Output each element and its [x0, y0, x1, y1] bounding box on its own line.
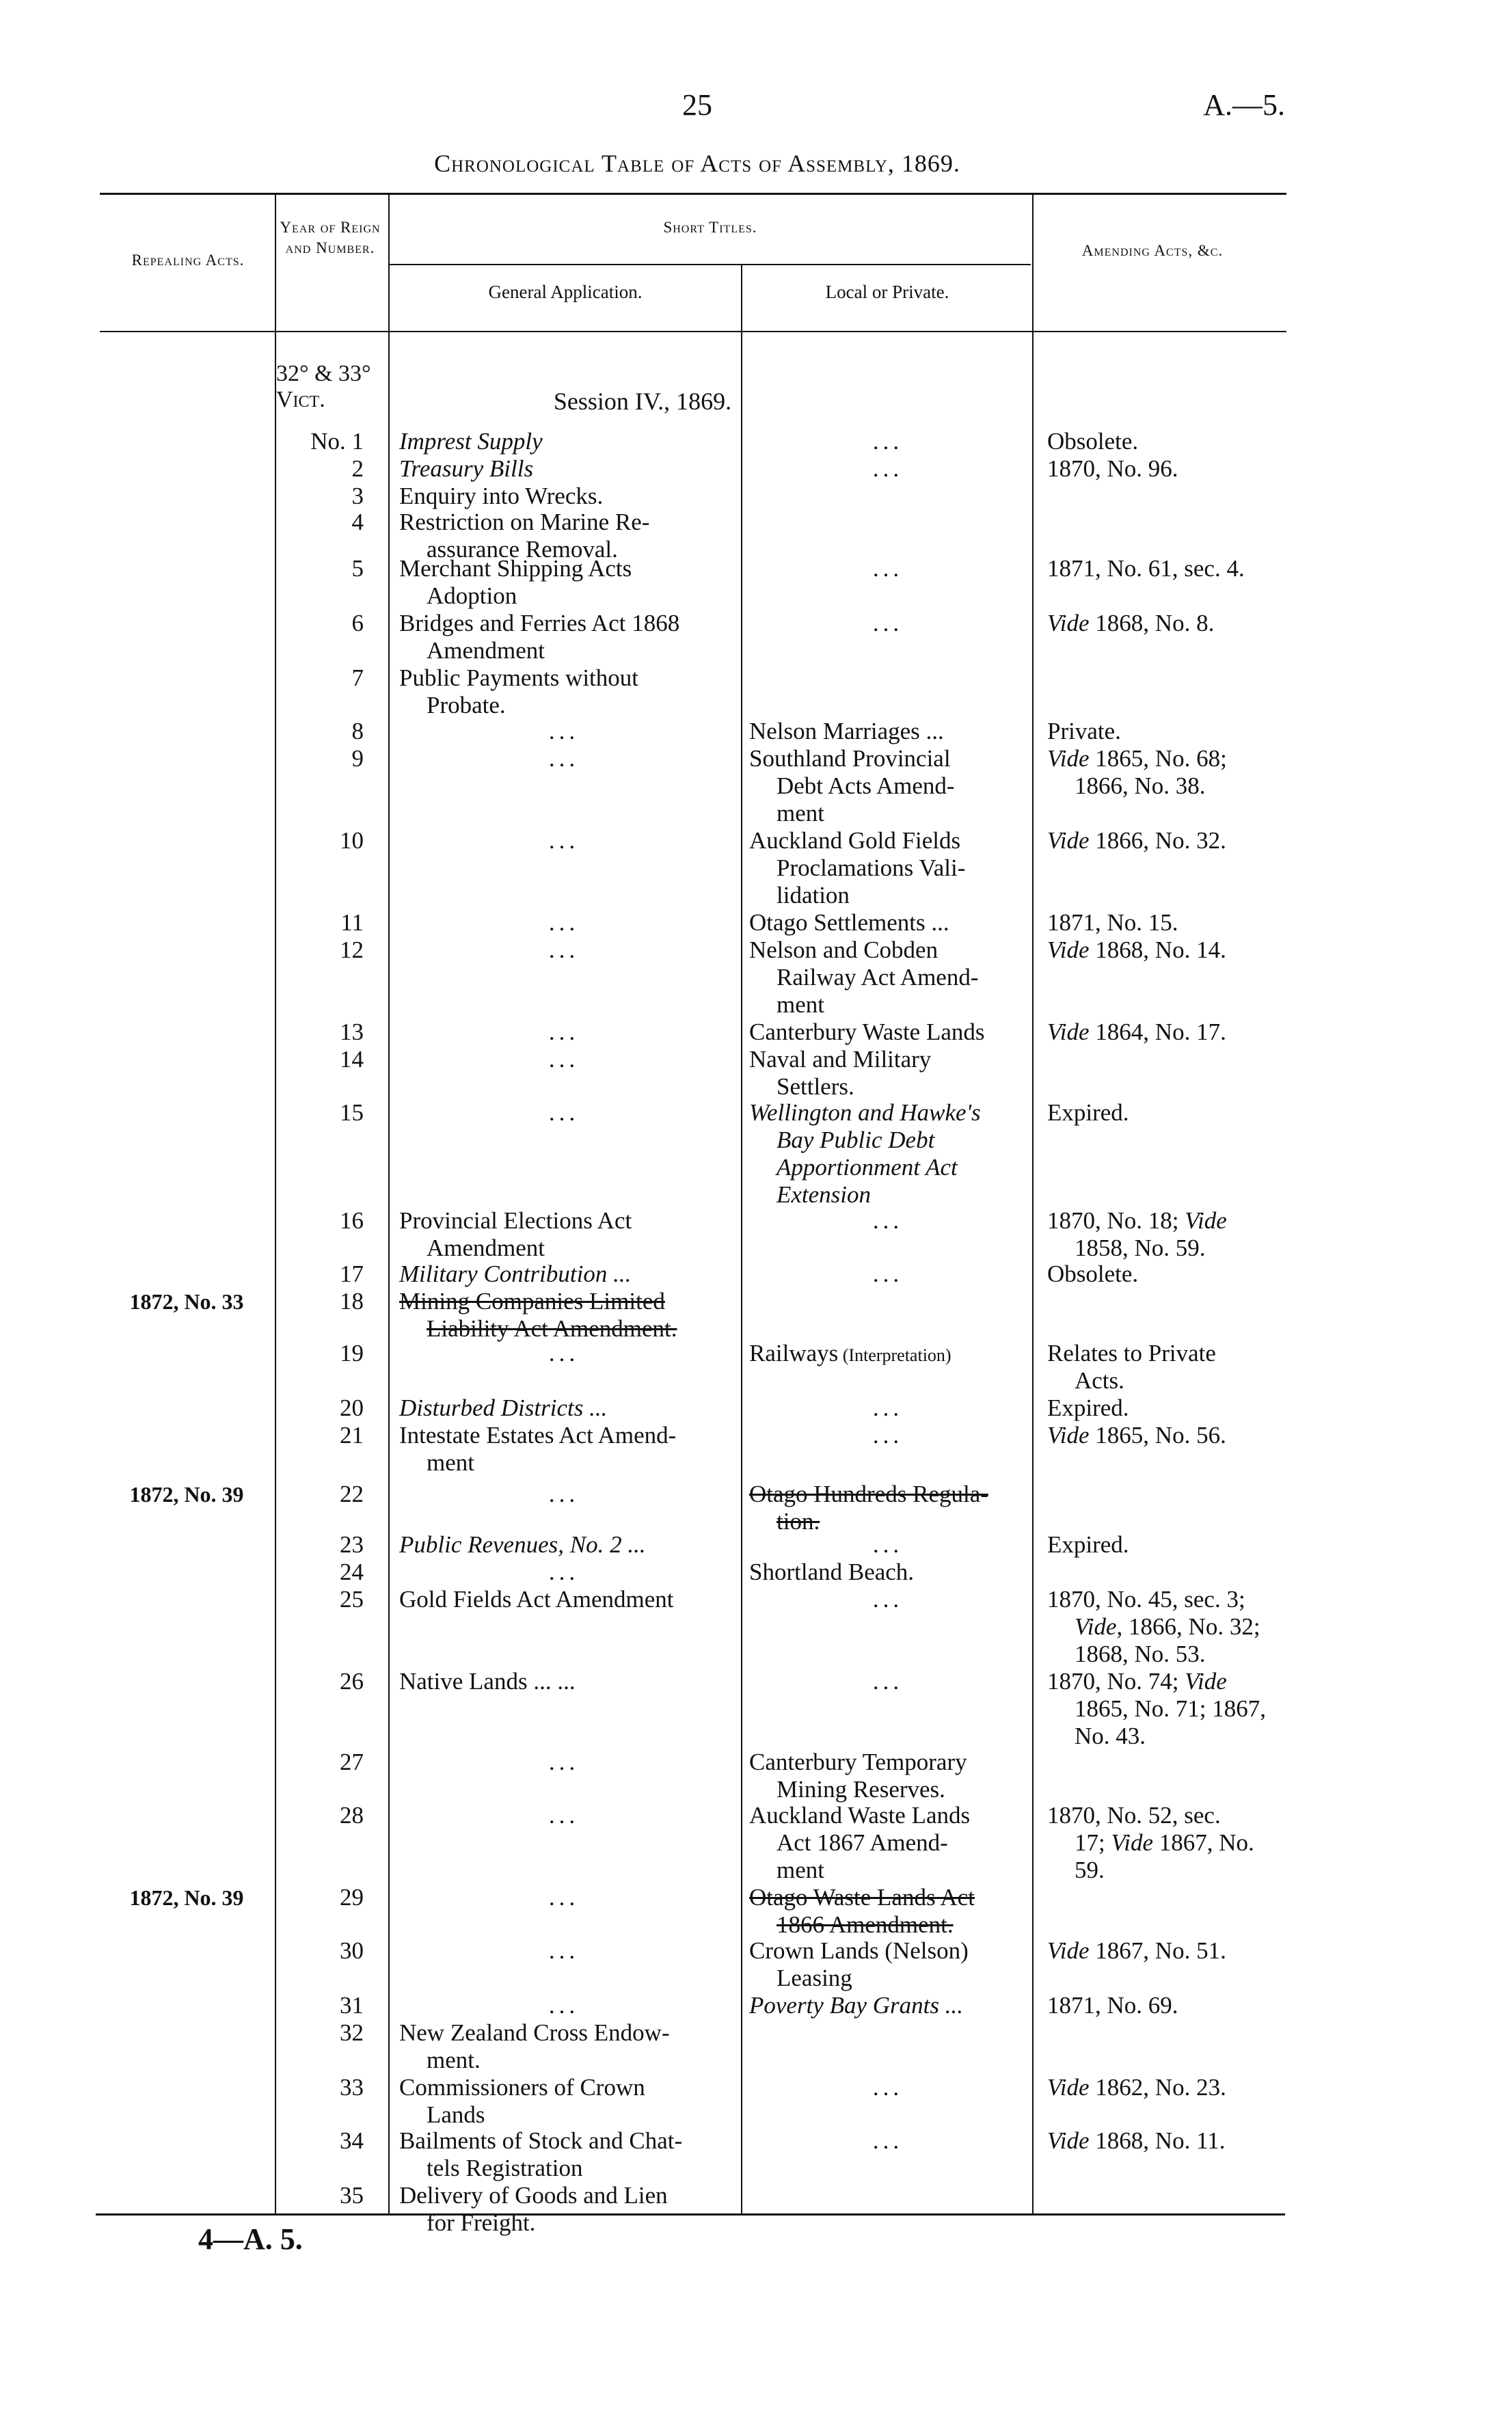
amending-part: Vide [1047, 1019, 1090, 1045]
general-title [399, 555, 729, 610]
amending-line [1047, 1422, 1226, 1449]
general-title: ... [548, 1802, 580, 1829]
amending-act [1047, 455, 1285, 483]
act-number: 35 [340, 2182, 364, 2209]
amending-act [1047, 1937, 1285, 1965]
amending-line [1047, 2127, 1226, 2154]
amending-part: 1871, No. 15. [1047, 909, 1178, 936]
page-number: 25 [682, 88, 712, 122]
general-title [399, 1288, 729, 1343]
local-title-line: Southland Provincial [749, 745, 951, 772]
general-title-line: tels Registration [427, 2155, 583, 2181]
general-title-line: Intestate Estates Act Amend- [399, 1422, 677, 1449]
session-heading: Session IV., 1869. [553, 388, 732, 415]
amending-act [1047, 937, 1285, 964]
reign-years: 32° & 33° [276, 361, 371, 386]
local-title-line: ment [777, 991, 824, 1018]
document-reference: A.—5. [1203, 88, 1285, 122]
general-title-line: Merchant Shipping Acts [399, 555, 632, 582]
local-title-line: Otago Settlements ... [749, 909, 949, 936]
general-title-line: Adoption [427, 582, 517, 609]
amending-act [1047, 909, 1285, 937]
amending-part: Private. [1047, 718, 1121, 744]
local-title: ... [872, 555, 904, 582]
local-title [749, 1802, 1027, 1884]
local-title-line: Mining Reserves. [777, 1776, 945, 1803]
general-title [399, 1668, 729, 1695]
col-divider-1 [275, 194, 276, 2213]
local-title: ... [872, 1586, 904, 1613]
general-title: ... [548, 1559, 580, 1585]
amending-part: 1867, No. 51. [1089, 1937, 1226, 1964]
general-title [399, 2127, 729, 2182]
local-title-line: ment [777, 1857, 824, 1883]
general-title: ... [548, 827, 580, 854]
general-title: ... [548, 1749, 580, 1775]
general-title-line: Public Revenues, No. 2 ... [399, 1531, 646, 1558]
act-number: 13 [340, 1019, 364, 1045]
local-title-line: Debt Acts Amend- [777, 772, 955, 799]
general-title: ... [548, 745, 580, 772]
amending-line [1047, 772, 1285, 800]
act-number: 5 [351, 555, 364, 582]
general-title-line: Amendment [427, 1235, 545, 1261]
amending-act [1047, 2074, 1285, 2101]
general-title-line: Lands [427, 2101, 485, 2128]
local-title-line: tion. [777, 1508, 820, 1535]
act-number: 10 [340, 827, 364, 854]
local-title: ... [872, 455, 904, 482]
local-title-line: Extension [777, 1181, 872, 1208]
amending-line [1047, 555, 1245, 582]
amending-line [1047, 1340, 1216, 1366]
amending-line [1047, 455, 1178, 482]
general-title-line: New Zealand Cross Endow- [399, 2019, 670, 2046]
general-title [399, 1531, 729, 1559]
amending-line [1047, 745, 1227, 772]
amending-line [1047, 1207, 1227, 1234]
amending-line [1047, 1641, 1285, 1668]
amending-act [1047, 1422, 1285, 1449]
amending-line [1047, 1802, 1221, 1829]
general-title [399, 428, 729, 455]
act-number: 4 [351, 509, 364, 535]
local-title [749, 1340, 1027, 1369]
amending-part: 1858, No. 59. [1075, 1235, 1206, 1261]
general-title-line: Native Lands ... ... [399, 1668, 576, 1695]
amending-part: 1868, No. 11. [1089, 2127, 1226, 2154]
local-title-line: Shortland Beach. [749, 1559, 915, 1585]
local-title [749, 1481, 1027, 1535]
amending-act [1047, 1207, 1285, 1262]
general-title [399, 1207, 729, 1262]
local-title-line: Auckland Gold Fields [749, 827, 961, 854]
general-title-line: assurance Removal. [427, 536, 618, 563]
general-title: ... [548, 1937, 580, 1964]
act-number: 19 [340, 1340, 364, 1366]
local-title-line: Act 1867 Amend- [777, 1829, 948, 1856]
amending-part: 1867, No. [1153, 1829, 1254, 1856]
local-title-line: Poverty Bay Grants ... [749, 1992, 963, 2019]
amending-act [1047, 1531, 1285, 1559]
amending-line [1047, 428, 1138, 455]
amending-part: 1871, No. 69. [1047, 1992, 1178, 2019]
amending-part: 1870, No. 52, sec. [1047, 1802, 1221, 1829]
amending-part: Expired. [1047, 1395, 1129, 1421]
general-title: ... [548, 909, 580, 936]
general-title-line: Commissioners of Crown [399, 2074, 645, 2101]
amending-act [1047, 827, 1285, 854]
general-title-line: Treasury Bills [399, 455, 534, 482]
act-number: 15 [340, 1099, 364, 1126]
short-titles-rule [390, 264, 1031, 265]
amending-line [1047, 1395, 1129, 1421]
act-number: 26 [340, 1668, 364, 1695]
general-title [399, 610, 729, 664]
reign-vict: Vict. [276, 387, 325, 412]
act-number: 11 [340, 909, 364, 936]
act-number: 2 [351, 455, 364, 482]
local-title [749, 1019, 1027, 1046]
general-title-line: Enquiry into Wrecks. [399, 483, 604, 509]
amending-part: 1866, No. 38. [1075, 772, 1206, 799]
local-title-line: Leasing [777, 1965, 852, 1991]
amending-part: Vide [1111, 1829, 1154, 1856]
amending-act [1047, 718, 1285, 745]
amending-part: 1865, No. 68; [1089, 745, 1227, 772]
general-title: ... [548, 1099, 580, 1126]
local-title [749, 909, 1027, 937]
general-title [399, 1422, 729, 1477]
amending-line [1047, 1829, 1285, 1857]
amending-act [1047, 1099, 1285, 1127]
amending-line [1047, 1723, 1285, 1750]
general-title-line: Bailments of Stock and Chat- [399, 2127, 683, 2154]
amending-line [1047, 1668, 1227, 1695]
amending-part: Vide [1047, 827, 1090, 854]
amending-part: Vide [1185, 1207, 1227, 1234]
amending-part: 1866, No. 32. [1089, 827, 1226, 854]
local-title-line: 1866 Amendment. [777, 1911, 954, 1938]
local-title-line: Otago Waste Lands Act [749, 1884, 975, 1911]
local-title: ... [872, 1207, 904, 1234]
act-number: 32 [340, 2019, 364, 2046]
local-title [749, 937, 1027, 1019]
local-title-line: Apportionment Act [777, 1154, 958, 1181]
amending-part: 1865, No. 56. [1089, 1422, 1226, 1449]
act-number: 23 [340, 1531, 364, 1558]
general-title: ... [548, 937, 580, 963]
local-title [749, 1559, 1027, 1586]
general-title [399, 1261, 729, 1288]
amending-line [1047, 1937, 1226, 1964]
amending-act [1047, 1668, 1285, 1750]
general-title-line: Delivery of Goods and Lien [399, 2182, 668, 2209]
local-title-line: Canterbury Waste Lands [749, 1019, 985, 1045]
amending-act [1047, 1019, 1285, 1046]
local-title-line: Nelson and Cobden [749, 937, 939, 963]
header-repealing: Repealing Acts. [131, 252, 245, 269]
local-title: ... [872, 1395, 904, 1421]
amending-part: Vide [1047, 610, 1090, 636]
amending-part: Obsolete. [1047, 1261, 1139, 1287]
amending-part: Relates to Private [1047, 1340, 1216, 1366]
general-title-line: Provincial Elections Act [399, 1207, 632, 1234]
col-divider-4 [1032, 194, 1034, 2213]
act-number: 22 [340, 1481, 364, 1507]
amending-part: 59. [1075, 1857, 1105, 1883]
general-title-line: Gold Fields Act Amendment [399, 1586, 674, 1613]
table-top-rule [100, 193, 1286, 195]
local-title: ... [872, 2074, 904, 2101]
local-title-line: lidation [777, 882, 850, 908]
amending-line [1047, 1531, 1129, 1558]
repealing-act: 1872, No. 39 [129, 1885, 244, 1910]
local-title-line: Bay Public Debt [777, 1127, 935, 1153]
amending-act [1047, 555, 1285, 582]
amending-act [1047, 1340, 1285, 1395]
amending-part: 1870, No. 18; [1047, 1207, 1185, 1234]
act-number: 7 [351, 664, 364, 691]
col-divider-3 [741, 265, 742, 2213]
local-title [749, 1937, 1027, 1992]
local-title [749, 1992, 1027, 2019]
act-number: 21 [340, 1422, 364, 1449]
local-title-line: Naval and Military [749, 1046, 932, 1073]
amending-line [1047, 1586, 1245, 1613]
act-number: 14 [340, 1046, 364, 1073]
general-title-line: Military Contribution ... [399, 1261, 632, 1287]
amending-part: Vide [1047, 1937, 1090, 1964]
repealing-act: 1872, No. 39 [129, 1482, 244, 1507]
amending-act [1047, 1802, 1285, 1884]
general-title: ... [548, 718, 580, 744]
general-title-line: Public Payments without [399, 664, 638, 691]
local-title-note: (Interpretation) [838, 1345, 951, 1365]
act-number: 30 [340, 1937, 364, 1964]
act-number: 28 [340, 1802, 364, 1829]
repealing-act: 1872, No. 33 [129, 1289, 244, 1314]
act-number: 27 [340, 1749, 364, 1775]
amending-line [1047, 1857, 1285, 1884]
amending-part: 1868, No. 14. [1089, 937, 1226, 963]
page-title: Chronological Table of Acts of Assembly, 1869. [434, 150, 960, 177]
local-title-line: Crown Lands (Nelson) [749, 1937, 969, 1964]
act-number: 18 [340, 1288, 364, 1315]
amending-line [1047, 1695, 1285, 1723]
act-number: 29 [340, 1884, 364, 1911]
amending-part: Vide [1047, 2127, 1090, 2154]
col-divider-2 [388, 194, 390, 2213]
amending-act [1047, 1261, 1285, 1288]
general-title [399, 2019, 729, 2074]
amending-part: 17; [1075, 1829, 1111, 1856]
header-general: General Application. [488, 282, 643, 302]
general-title: ... [548, 1046, 580, 1073]
amending-act [1047, 610, 1285, 637]
local-title [749, 718, 1027, 745]
amending-part: 1870, No. 74; [1047, 1668, 1185, 1695]
general-title-line: Imprest Supply [399, 428, 543, 455]
act-number: 6 [351, 610, 364, 636]
header-year: Year of Reign and Number. [280, 219, 381, 256]
local-title-line: Wellington and Hawke's [749, 1099, 981, 1126]
amending-line [1047, 2074, 1226, 2101]
general-title-line: Bridges and Ferries Act 1868 [399, 610, 680, 636]
amending-part: , 1866, No. 32; [1116, 1613, 1260, 1640]
act-number: 34 [340, 2127, 364, 2154]
general-title-line: Probate. [427, 692, 506, 718]
amending-part: 1868, No. 53. [1075, 1641, 1206, 1667]
general-title [399, 2182, 729, 2237]
amending-act [1047, 1395, 1285, 1422]
amending-line [1047, 827, 1226, 854]
amending-line [1047, 937, 1226, 963]
general-title-line: ment. [427, 2047, 481, 2073]
local-title: ... [872, 2127, 904, 2154]
general-title-line: ment [427, 1449, 474, 1476]
act-number: No. 1 [310, 428, 364, 455]
local-title: ... [872, 1531, 904, 1558]
amending-part: Vide [1047, 745, 1090, 772]
general-title-line: for Freight. [427, 2209, 536, 2236]
general-title-line: Mining Companies Limited [399, 1288, 665, 1315]
amending-act [1047, 1586, 1285, 1668]
local-title: ... [872, 1668, 904, 1695]
amending-act [1047, 2127, 1285, 2155]
local-title: ... [872, 610, 904, 636]
header-bottom-rule [100, 331, 1286, 332]
general-title: ... [548, 1019, 580, 1045]
local-title [749, 827, 1027, 909]
general-title: ... [548, 1884, 580, 1911]
amending-line [1047, 1992, 1178, 2019]
act-number: 12 [340, 937, 364, 963]
general-title: ... [548, 1340, 580, 1366]
act-number: 9 [351, 745, 364, 772]
local-title-line: Settlers. [777, 1073, 854, 1100]
amending-part: Expired. [1047, 1099, 1129, 1126]
general-title [399, 483, 729, 510]
amending-line [1047, 1235, 1285, 1262]
amending-act [1047, 428, 1285, 455]
amending-part: 1871, No. 61, sec. 4. [1047, 555, 1245, 582]
general-title: ... [548, 1481, 580, 1507]
amending-part: 1864, No. 17. [1089, 1019, 1226, 1045]
act-number: 3 [351, 483, 364, 509]
general-title [399, 2074, 729, 2129]
local-title-line: Railways [749, 1340, 839, 1366]
amending-part: Vide [1185, 1668, 1227, 1695]
amending-part: Vide [1075, 1613, 1117, 1640]
amending-line [1047, 909, 1178, 936]
local-title [749, 1884, 1027, 1939]
local-title-line: Railway Act Amend- [777, 964, 979, 991]
general-title-line: Amendment [427, 637, 545, 664]
act-number: 24 [340, 1559, 364, 1585]
general-title: ... [548, 1992, 580, 2019]
local-title-line: Canterbury Temporary [749, 1749, 967, 1775]
amending-line [1047, 1367, 1285, 1395]
local-title [749, 1046, 1027, 1101]
amending-act [1047, 1992, 1285, 2019]
amending-part: 1865, No. 71; 1867, [1075, 1695, 1266, 1722]
act-number: 8 [351, 718, 364, 744]
general-title-line: Disturbed Districts ... [399, 1395, 608, 1421]
amending-part: 1862, No. 23. [1089, 2074, 1226, 2101]
general-title-line: Restriction on Marine Re- [399, 509, 650, 535]
amending-part: 1870, No. 45, sec. 3; [1047, 1586, 1245, 1613]
general-title [399, 1586, 729, 1613]
amending-part: Acts. [1075, 1367, 1124, 1394]
amending-line [1047, 1019, 1226, 1045]
amending-line [1047, 718, 1121, 744]
local-title-line: Otago Hundreds Regula- [749, 1481, 988, 1507]
general-title [399, 455, 729, 483]
header-local: Local or Private. [825, 282, 949, 302]
local-title: ... [872, 1261, 904, 1287]
local-title [749, 1099, 1027, 1209]
page-footer: 4—A. 5. [198, 2222, 303, 2256]
amending-part: Vide [1047, 1422, 1090, 1449]
amending-part: Obsolete. [1047, 428, 1139, 455]
act-number: 31 [340, 1992, 364, 2019]
amending-part: Vide [1047, 2074, 1090, 2101]
amending-part: No. 43. [1075, 1723, 1146, 1749]
local-title: ... [872, 428, 904, 455]
local-title-line: Proclamations Vali- [777, 854, 966, 881]
amending-part: 1870, No. 96. [1047, 455, 1178, 482]
amending-line [1047, 1613, 1285, 1641]
act-number: 16 [340, 1207, 364, 1234]
local-title [749, 1749, 1027, 1803]
local-title-line: ment [777, 800, 824, 826]
header-short-titles: Short Titles. [663, 219, 757, 236]
amending-part: Vide [1047, 937, 1090, 963]
amending-act [1047, 745, 1285, 800]
local-title: ... [872, 1422, 904, 1449]
act-number: 17 [340, 1261, 364, 1287]
act-number: 33 [340, 2074, 364, 2101]
local-title-line: Nelson Marriages ... [749, 718, 944, 744]
amending-line [1047, 1099, 1129, 1126]
local-title [749, 745, 1027, 827]
general-title [399, 1395, 729, 1422]
amending-line [1047, 1261, 1138, 1287]
amending-line [1047, 610, 1214, 636]
local-title-line: Auckland Waste Lands [749, 1802, 971, 1829]
amending-part: 1868, No. 8. [1089, 610, 1215, 636]
act-number: 20 [340, 1395, 364, 1421]
header-amending: Amending Acts, &c. [1081, 242, 1224, 259]
reign-year [276, 361, 371, 413]
general-title [399, 664, 729, 719]
amending-part: Expired. [1047, 1531, 1129, 1558]
general-title-line: Liability Act Amendment. [427, 1315, 677, 1342]
act-number: 25 [340, 1586, 364, 1613]
